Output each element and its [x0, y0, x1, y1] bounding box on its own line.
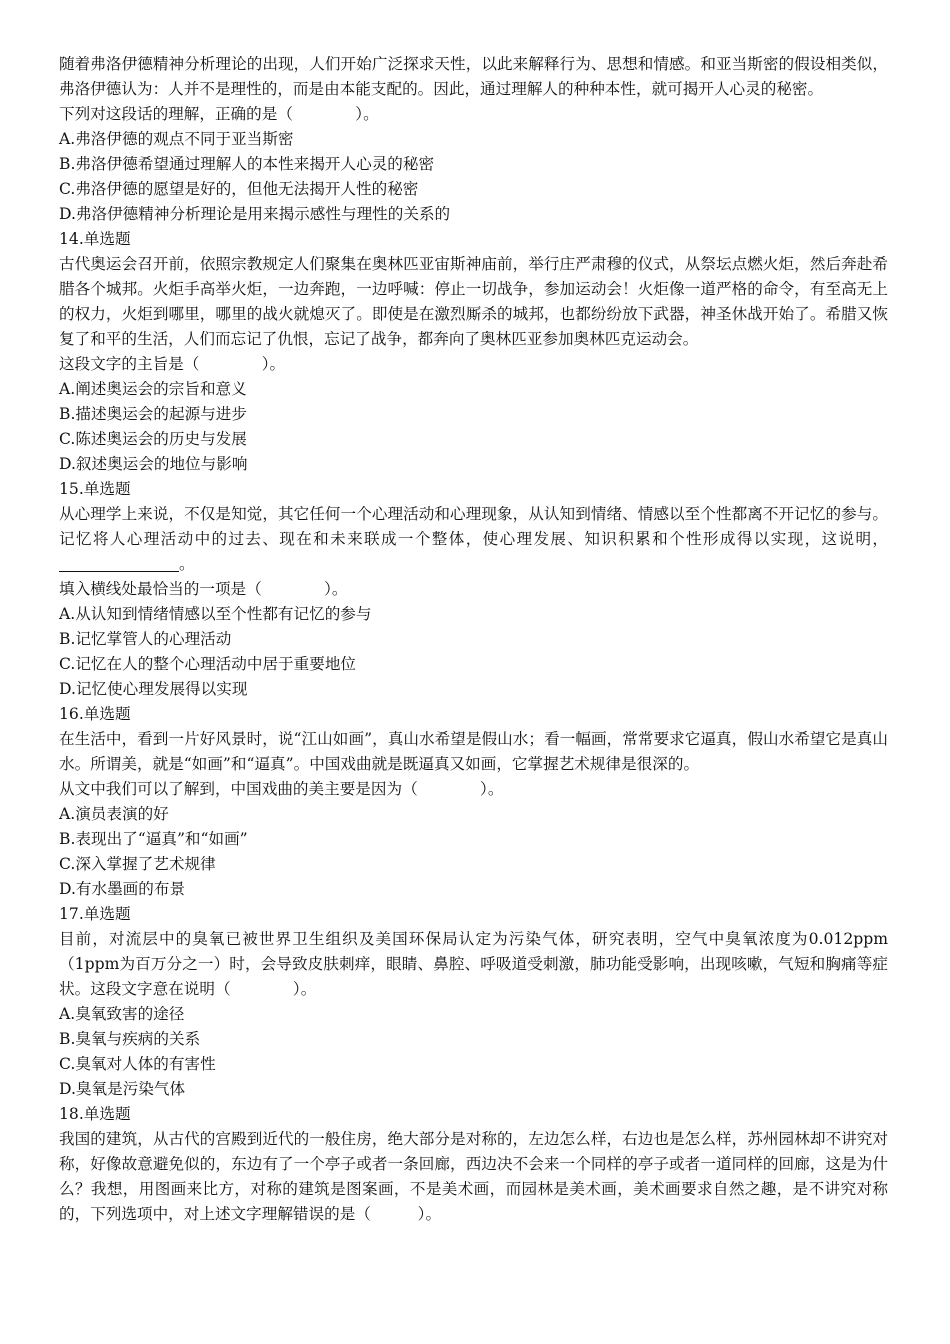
option-c: C.陈述奥运会的历史与发展 — [59, 430, 247, 448]
option-d: D.弗洛伊德精神分析理论是用来揭示感性与理性的关系的 — [59, 205, 451, 223]
question-passage: 我国的建筑，从古代的宫殿到近代的一般住房，绝大部分是对称的，左边怎么样，右边也是怎么样，苏州园林却不讲究对称，好像故意避免似的，东边有了一个亭子或者一条回廊，西边决不会来一个同样的亭子或者一道同样的回廊，这是为什么？我想，用图画来比方，对称的建筑是图案画，不是美术画，而园林是美术画，美术画要求自然之趣，是不讲究对称的，下列选项中，对上述文字理解错误的是（ ）。 — [59, 1130, 888, 1223]
passage-end: 。 — [179, 555, 195, 573]
question-heading: 18.单选题 — [59, 1105, 131, 1123]
option-a: A.阐述奥运会的宗旨和意义 — [59, 380, 247, 398]
option-a: A.从认知到情绪情感以至个性都有记忆的参与 — [59, 605, 372, 623]
question-passage: 随着弗洛伊德精神分析理论的出现，人们开始广泛探求天性，以此来解释行为、思想和情感。和亚当斯密的假设相类似，弗洛伊德认为：人并不是理性的，而是由本能支配的。因此，通过理解人的种种本性，就可揭开人心灵的秘密。 — [59, 55, 888, 98]
question-prompt: 下列对这段话的理解，正确的是（ ）。 — [59, 105, 379, 123]
option-b: B.臭氧与疾病的关系 — [59, 1030, 201, 1048]
option-d: D.臭氧是污染气体 — [59, 1080, 186, 1098]
question-prompt: 从文中我们可以了解到，中国戏曲的美主要是因为（ ）。 — [59, 780, 504, 798]
question-heading: 15.单选题 — [59, 480, 131, 498]
question-16 — [59, 702, 888, 902]
question-passage: 在生活中，看到一片好风景时，说“江山如画”，真山水希望是假山水；看一幅画，常常要求它逼真，假山水希望它是真山水。所谓美，就是“如画”和“逼真”。中国戏曲就是既逼真又如画，它掌握艺术规律是很深的。 — [59, 730, 888, 773]
fill-blank — [59, 553, 179, 572]
question-passage: 古代奥运会召开前，依照宗教规定人们聚集在奥林匹亚宙斯神庙前，举行庄严肃穆的仪式，从祭坛点燃火炬，然后奔赴希腊各个城邦。火炬手高举火炬，一边奔跑，一边呼喊：停止一切战争，参加运动会！火炬像一道严格的命令，有至高无上的权力，火炬到哪里，哪里的战火就熄灭了。即使是在激烈厮杀的城邦，也都纷纷放下武器，神圣休战开始了。希腊又恢复了和平的生活，人们而忘记了仇恨，忘记了战争，都奔向了奥林匹亚参加奥林匹克运动会。 — [59, 255, 888, 348]
question-heading: 14.单选题 — [59, 230, 131, 248]
option-d: D.叙述奥运会的地位与影响 — [59, 455, 248, 473]
option-c: C.弗洛伊德的愿望是好的，但他无法揭开人性的秘密 — [59, 180, 419, 198]
question-heading: 16.单选题 — [59, 705, 131, 723]
option-a: A.演员表演的好 — [59, 805, 169, 823]
option-c: C.臭氧对人体的有害性 — [59, 1055, 216, 1073]
option-b: B.表现出了“逼真”和“如画” — [59, 830, 248, 848]
question-passage: 目前，对流层中的臭氧已被世界卫生组织及美国环保局认定为污染气体，研究表明，空气中臭氧浓度为0.012ppm（1ppm为百万分之一）时，会导致皮肤刺痒，眼睛、鼻腔、呼吸道受刺激，肺功能受影响，出现咳嗽，气短和胸痛等症状。这段文字意在说明（ ）。 — [59, 930, 888, 998]
question-heading: 17.单选题 — [59, 905, 131, 923]
option-b: B.记忆掌管人的心理活动 — [59, 630, 232, 648]
option-c: C.深入掌握了艺术规律 — [59, 855, 216, 873]
question-15 — [59, 477, 888, 702]
question-13 — [59, 52, 888, 227]
option-b: B.描述奥运会的起源与进步 — [59, 405, 247, 423]
option-d: D.记忆使心理发展得以实现 — [59, 680, 248, 698]
option-a: A.臭氧致害的途径 — [59, 1005, 185, 1023]
option-d: D.有水墨画的布景 — [59, 880, 186, 898]
question-passage — [59, 502, 888, 577]
option-a: A.弗洛伊德的观点不同于亚当斯密 — [59, 130, 294, 148]
passage-text: 从心理学上来说，不仅是知觉，其它任何一个心理活动和心理现象，从认知到情绪、情感以至个性都离不开记忆的参与。记忆将人心理活动中的过去、现在和未来联成一个整体，使心理发展、知识积累和个性形成得以实现，这说明， — [59, 505, 888, 548]
question-18 — [59, 1102, 888, 1227]
question-prompt: 这段文字的主旨是（ ）。 — [59, 355, 286, 373]
question-14 — [59, 227, 888, 477]
question-17 — [59, 902, 888, 1102]
option-b: B.弗洛伊德希望通过理解人的本性来揭开人心灵的秘密 — [59, 155, 435, 173]
question-prompt: 填入横线处最恰当的一项是（ ）。 — [59, 580, 348, 598]
option-c: C.记忆在人的整个心理活动中居于重要地位 — [59, 655, 357, 673]
